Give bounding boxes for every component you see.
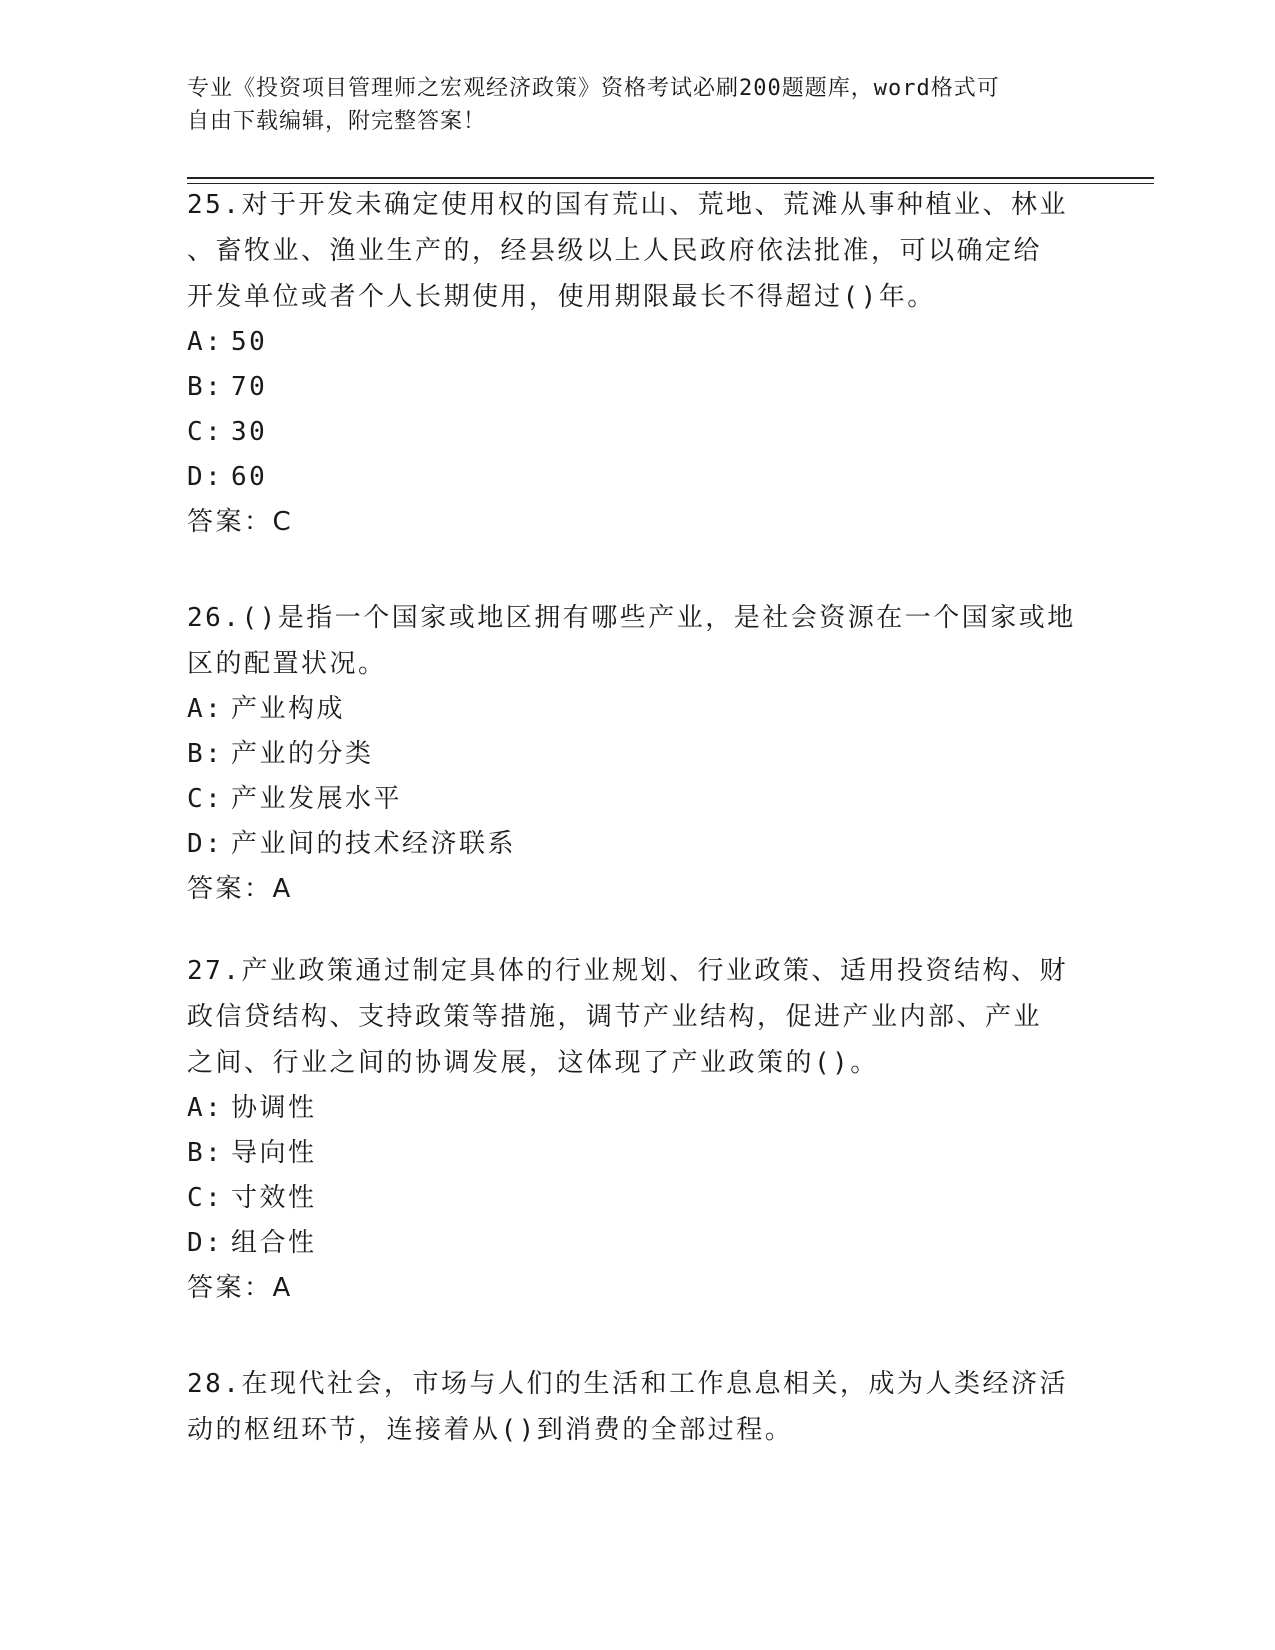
option-key: D: — [187, 462, 224, 492]
question-28 — [187, 1361, 1087, 1453]
answer-line: 答案：C — [187, 507, 294, 537]
question-stem-line: 区的配置状况。 — [187, 649, 387, 679]
option-text: 导向性 — [231, 1138, 317, 1168]
option-key: C: — [187, 784, 224, 814]
question-stem-line: 26.()是指一个国家或地区拥有哪些产业，是社会资源在一个国家或地 — [187, 603, 1076, 633]
answer-line: 答案：A — [187, 1273, 293, 1303]
option-text: 产业的分类 — [231, 739, 374, 769]
question-stem-line: 之间、行业之间的协调发展，这体现了产业政策的()。 — [187, 1048, 879, 1078]
question-26 — [187, 595, 1087, 912]
option-key: A: — [187, 694, 224, 724]
question-stem-line: 27.产业政策通过制定具体的行业规划、行业政策、适用投资结构、财 — [187, 956, 1068, 986]
question-stem-line: 、畜牧业、渔业生产的，经县级以上人民政府依法批准，可以确定给 — [187, 236, 1043, 266]
question-stem-line: 28.在现代社会，市场与人们的生活和工作息息相关，成为人类经济活 — [187, 1369, 1068, 1399]
option-key: D: — [187, 829, 224, 859]
option-a — [187, 320, 1087, 365]
question-27 — [187, 948, 1087, 1311]
option-text: 30 — [231, 417, 268, 447]
option-c — [187, 777, 1087, 822]
option-b — [187, 732, 1087, 777]
option-d — [187, 1221, 1087, 1266]
option-key: C: — [187, 417, 224, 447]
option-key: B: — [187, 372, 224, 402]
option-b — [187, 365, 1087, 410]
option-a — [187, 1086, 1087, 1131]
question-stem-line: 政信贷结构、支持政策等措施，调节产业结构，促进产业内部、产业 — [187, 1002, 1043, 1032]
option-key: B: — [187, 1138, 224, 1168]
option-d — [187, 822, 1087, 867]
option-text: 产业构成 — [231, 694, 346, 724]
question-25 — [187, 182, 1087, 545]
option-key: D: — [187, 1228, 224, 1258]
question-stem-line: 25.对于开发未确定使用权的国有荒山、荒地、荒滩从事种植业、林业 — [187, 190, 1068, 220]
option-key: C: — [187, 1183, 224, 1213]
option-text: 产业间的技术经济联系 — [231, 829, 517, 859]
option-text: 60 — [231, 462, 268, 492]
option-text: 70 — [231, 372, 268, 402]
header-line-2: 自由下载编辑，附完整答案！ — [187, 109, 487, 134]
option-d — [187, 455, 1087, 500]
option-text: 50 — [231, 327, 268, 357]
header-divider-thick — [187, 177, 1154, 179]
option-text: 产业发展水平 — [231, 784, 403, 814]
document-header — [187, 72, 1067, 138]
option-a — [187, 687, 1087, 732]
option-key: A: — [187, 1093, 224, 1123]
option-text: 寸效性 — [231, 1183, 317, 1213]
option-key: A: — [187, 327, 224, 357]
option-c — [187, 410, 1087, 455]
option-b — [187, 1131, 1087, 1176]
option-text: 组合性 — [231, 1228, 317, 1258]
option-text: 协调性 — [231, 1093, 317, 1123]
option-key: B: — [187, 739, 224, 769]
option-c — [187, 1176, 1087, 1221]
header-line-1: 专业《投资项目管理师之宏观经济政策》资格考试必刷200题题库，word格式可 — [187, 76, 1000, 101]
question-stem-line: 开发单位或者个人长期使用，使用期限最长不得超过()年。 — [187, 282, 936, 312]
answer-line: 答案：A — [187, 874, 293, 904]
question-stem-line: 动的枢纽环节，连接着从()到消费的全部过程。 — [187, 1415, 794, 1445]
